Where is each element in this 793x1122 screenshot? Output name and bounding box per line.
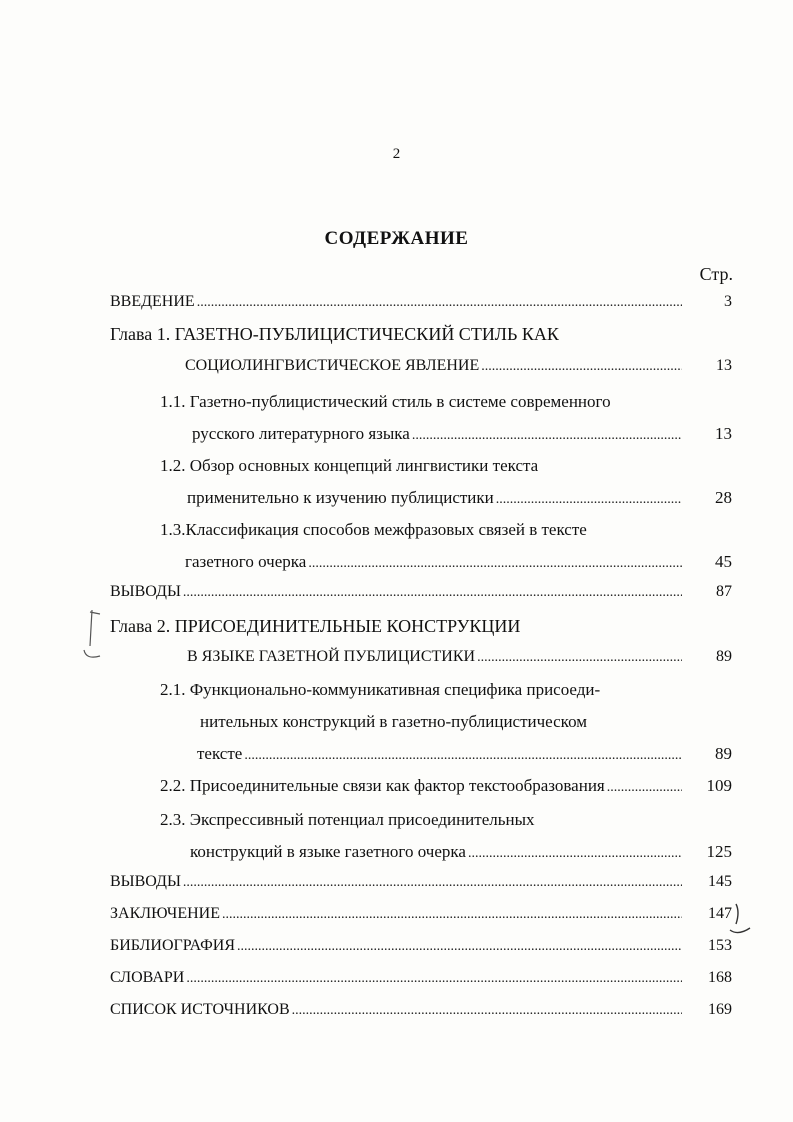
- toc-entry-page: 109: [706, 776, 732, 795]
- toc-section-1-1-line1[interactable]: 1.1. Газетно-публицистический стиль в системе современного: [160, 392, 611, 411]
- toc-section-1-2-line1[interactable]: 1.2. Обзор основных концепций лингвистики текста: [160, 456, 539, 475]
- toc-entry-text: СОЦИОЛИНГВИСТИЧЕСКОЕ ЯВЛЕНИЕ: [185, 357, 480, 374]
- pencil-mark-left: [78, 606, 108, 666]
- toc-entry-intro[interactable]: [110, 293, 732, 311]
- toc-entry-text: применительно к изучению публицистики: [187, 488, 494, 507]
- leader-dots: [308, 556, 682, 572]
- toc-section-1-2-line2[interactable]: [187, 488, 732, 508]
- toc-entry-text: ВЫВОДЫ: [110, 873, 181, 890]
- leader-dots: [237, 939, 682, 955]
- toc-section-1-3-line1[interactable]: 1.3.Классификация способов межфразовых связей в тексте: [160, 520, 587, 539]
- toc-chapter2-line2[interactable]: [187, 648, 732, 666]
- page-title: СОДЕРЖАНИЕ: [324, 228, 469, 249]
- toc-entry-text: ЗАКЛЮЧЕНИЕ: [110, 905, 220, 922]
- leader-dots: [607, 780, 682, 796]
- toc-section-2-3-line1[interactable]: 2.3. Экспрессивный потенциал присоединительных: [160, 810, 535, 829]
- leader-dots: [186, 971, 682, 987]
- toc-entry-conclusions-2[interactable]: [110, 873, 732, 891]
- toc-entry-sources[interactable]: [110, 1001, 732, 1019]
- toc-entry-text: газетного очерка: [185, 552, 307, 571]
- page-column-label: Стр.: [699, 264, 733, 284]
- leader-dots: [496, 492, 682, 508]
- leader-dots: [183, 875, 682, 891]
- toc-entry-page: 89: [716, 648, 732, 665]
- toc-entry-text: БИБЛИОГРАФИЯ: [110, 937, 236, 954]
- toc-entry-text: русского литературного языка: [192, 424, 410, 443]
- toc-section-2-2[interactable]: [160, 776, 732, 796]
- page-number: 2: [392, 146, 401, 162]
- leader-dots: [244, 748, 682, 764]
- toc-entry-page: 87: [716, 583, 732, 600]
- toc-entry-text: 2.2. Присоединительные связи как фактор текстообразования: [160, 776, 605, 795]
- toc-entry-conclusion[interactable]: [110, 905, 732, 923]
- toc-entry-page: 168: [708, 969, 732, 986]
- toc-entry-bibliography[interactable]: [110, 937, 732, 955]
- toc-section-2-1-line1[interactable]: 2.1. Функционально-коммуникативная специфика присоеди-: [160, 680, 601, 699]
- leader-dots: [183, 585, 682, 601]
- toc-entry-page: 125: [706, 842, 732, 861]
- toc-section-2-3-line2[interactable]: [190, 842, 732, 862]
- toc-section-1-3-line2[interactable]: [185, 552, 732, 572]
- leader-dots: [222, 907, 682, 923]
- toc-entry-text: В ЯЗЫКЕ ГАЗЕТНОЙ ПУБЛИЦИСТИКИ: [187, 648, 476, 665]
- toc-section-1-1-line2[interactable]: [192, 424, 732, 444]
- leader-dots: [197, 295, 682, 311]
- toc-chapter1-line1[interactable]: Глава 1. ГАЗЕТНО-ПУБЛИЦИСТИЧЕСКИЙ СТИЛЬ КАК: [110, 324, 559, 344]
- toc-entry-text: тексте: [197, 744, 243, 763]
- toc-entry-text: ВВЕДЕНИЕ: [110, 293, 195, 310]
- toc-entry-page: 13: [715, 424, 732, 443]
- toc-entry-page: 13: [716, 357, 732, 374]
- toc-section-2-1-line3[interactable]: [197, 744, 732, 764]
- toc-entry-text: СПИСОК ИСТОЧНИКОВ: [110, 1001, 290, 1018]
- toc-entry-page: 89: [715, 744, 732, 763]
- toc-entry-page: 147: [708, 905, 732, 922]
- toc-entry-text: ВЫВОДЫ: [110, 583, 181, 600]
- leader-dots: [481, 359, 682, 375]
- toc-entry-page: 169: [708, 1001, 732, 1018]
- toc-entry-text: СЛОВАРИ: [110, 969, 185, 986]
- leader-dots: [477, 650, 682, 666]
- toc-entry-conclusions-1[interactable]: [110, 583, 732, 601]
- leader-dots: [292, 1003, 682, 1019]
- toc-entry-dictionaries[interactable]: [110, 969, 732, 987]
- leader-dots: [468, 846, 682, 862]
- toc-entry-text: конструкций в языке газетного очерка: [190, 842, 466, 861]
- pencil-mark-right: [728, 902, 758, 942]
- toc-entry-page: 28: [715, 488, 732, 507]
- toc-entry-page: 3: [724, 293, 732, 310]
- toc-entry-page: 45: [715, 552, 732, 571]
- toc-chapter1-line2[interactable]: [185, 357, 732, 375]
- toc-entry-page: 153: [708, 937, 732, 954]
- toc-section-2-1-line2[interactable]: нительных конструкций в газетно-публицистическом: [200, 712, 588, 731]
- leader-dots: [412, 428, 682, 444]
- toc-entry-page: 145: [708, 873, 732, 890]
- toc-chapter2-line1[interactable]: Глава 2. ПРИСОЕДИНИТЕЛЬНЫЕ КОНСТРУКЦИИ: [110, 616, 521, 636]
